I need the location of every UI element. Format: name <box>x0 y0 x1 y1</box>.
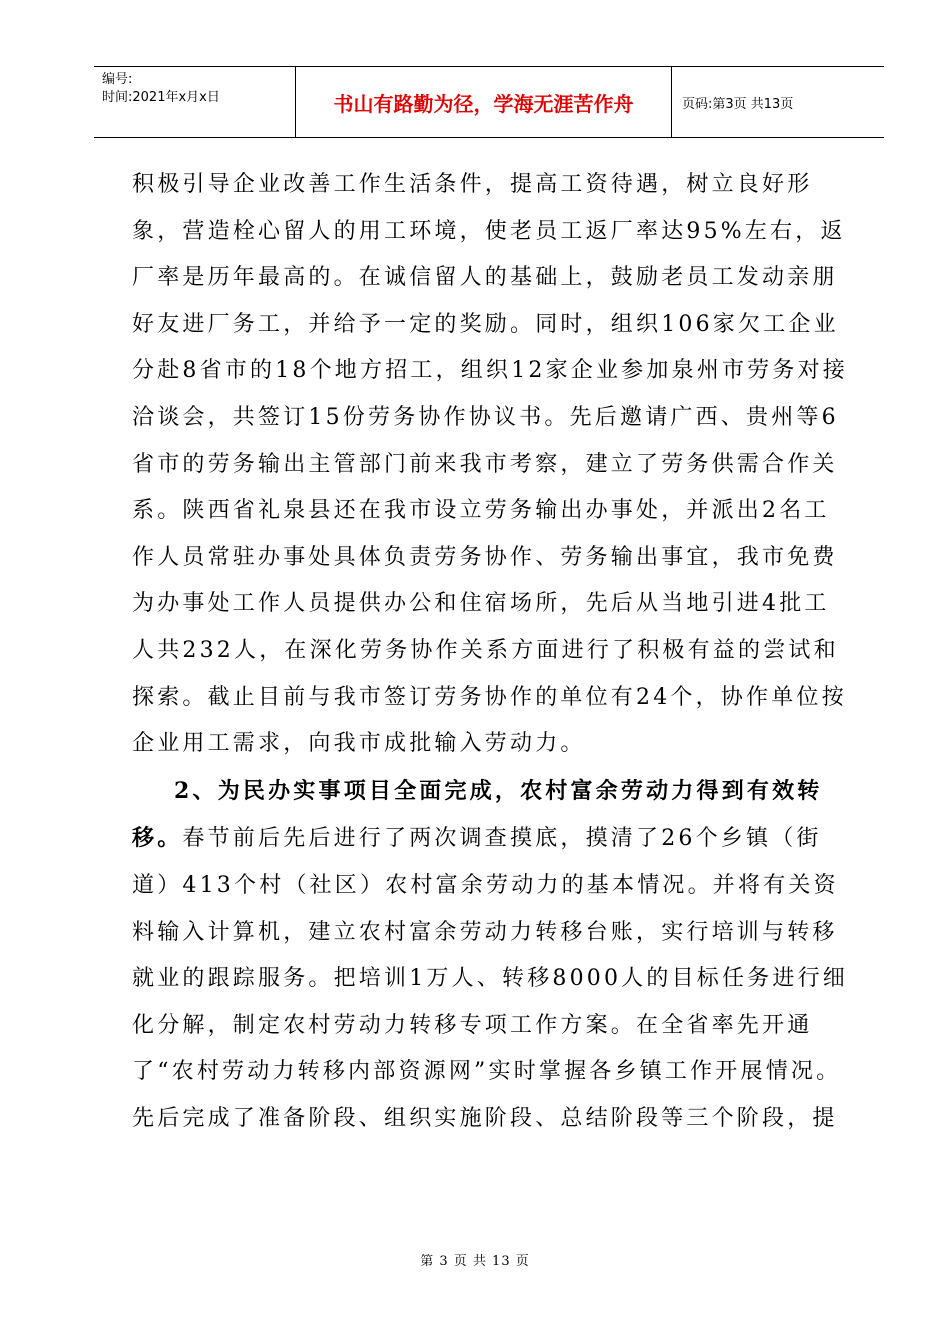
time-label: 时间:2021年x月x日 <box>102 90 220 105</box>
header-page-label: 页码:第3页 共13页 <box>682 96 794 112</box>
page-header <box>94 66 884 138</box>
paragraph-1: 积极引导企业改善工作生活条件，提高工资待遇，树立良好形象，营造栓心留人的用工环境，使老员工返厂率达95%左右，返厂率是历年最高的。在诚信留人的基础上，鼓励老员工发动亲朋好友进厂务工，并给予一定的奖励。同时，组织106家欠工企业分赴8省市的18个地方招工，组织12家企业参加泉州市劳务对接洽谈会，共签订15份劳务协作协议书。先后邀请广西、贵州等6省市的劳务输出主管部门前来我市考察，建立了劳务供需合作关系。陕西省礼泉县还在我市设立劳务输出办事处，并派出2名工作人员常驻办事处具体负责劳务协作、劳务输出事宜，我市免费为办事处工作人员提供办公和住宿场所，先后从当地引进4批工人共232人，在深化劳务协作关系方面进行了积极有益的尝试和探索。截止目前与我市签订劳务协作的单位有24个，协作单位按企业用工需求，向我市成批输入劳动力。 <box>132 172 848 757</box>
number-label: 编号: <box>102 72 133 87</box>
header-motto: 书山有路勤为径，学海无涯苦作舟 <box>296 67 672 137</box>
paragraph-2 <box>132 768 852 1143</box>
paragraph-2-text: 春节前后先后进行了两次调查摸底，摸清了26个乡镇（街道）413个村（社区）农村富余劳动力的基本情况。并将有关资料输入计算机，建立农村富余劳动力转移台账，实行培训与转移就业的跟踪服务。把培训1万人、转移8000人的目标任务进行细化分解，制定农村劳动力转移专项工作方案。在全省率先开通了“农村劳动力转移内部资源网”实时掌握各乡镇工作开展情况。先后完成了准备阶段、组织实施阶段、总结阶段等三个阶段，提 <box>132 826 848 1131</box>
paragraph-2-heading: 2、为民办实事项目全面完成，农村富余劳动力得到有效转移。 <box>132 777 823 852</box>
header-meta <box>94 67 296 137</box>
document-body <box>132 162 852 1142</box>
page-footer: 第 3 页 共 13 页 <box>420 1254 530 1269</box>
